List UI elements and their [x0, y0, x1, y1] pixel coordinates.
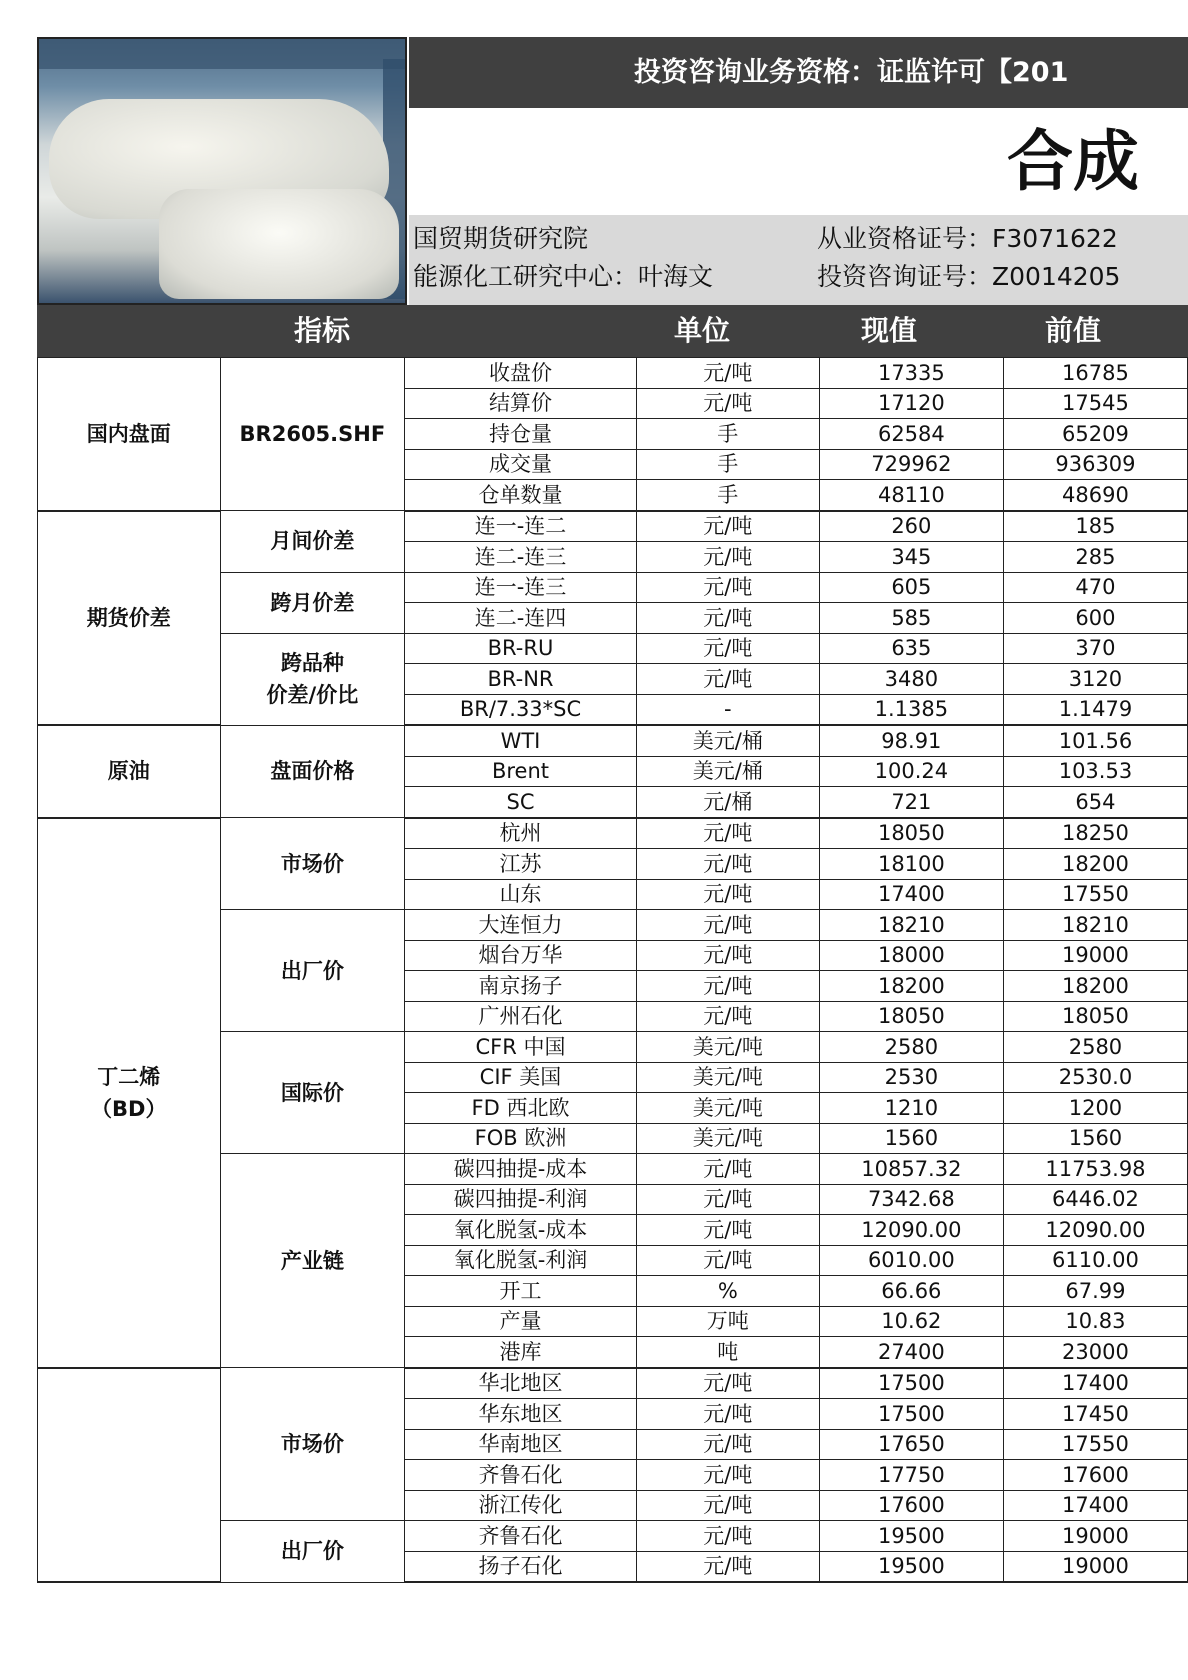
subgroup-label: 出厂价: [220, 1521, 405, 1583]
item-name: 山东: [405, 879, 637, 910]
group-label: 期货价差: [38, 511, 221, 726]
item-name: 连二-连四: [405, 603, 637, 634]
previous-value: 17450: [1003, 1399, 1187, 1430]
previous-value: 2580: [1003, 1032, 1187, 1063]
unit-cell: 元/吨: [636, 511, 819, 542]
table-row: [38, 818, 1188, 849]
current-value: 345: [819, 542, 1003, 573]
previous-value: 18050: [1003, 1001, 1187, 1032]
current-value: 19500: [819, 1551, 1003, 1582]
current-value: 17500: [819, 1368, 1003, 1399]
previous-value: 6446.02: [1003, 1184, 1187, 1215]
header-current: 现值: [860, 314, 917, 347]
unit-cell: 元/吨: [636, 1245, 819, 1276]
previous-value: 1560: [1003, 1123, 1187, 1154]
current-value: 10857.32: [819, 1154, 1003, 1185]
previous-value: 65209: [1003, 419, 1187, 450]
previous-value: 17600: [1003, 1460, 1187, 1491]
item-name: 连一-连三: [405, 572, 637, 603]
current-value: 17650: [819, 1429, 1003, 1460]
current-value: 2580: [819, 1032, 1003, 1063]
previous-value: 16785: [1003, 358, 1187, 389]
research-center: 能源化工研究中心：叶海文: [413, 262, 714, 291]
previous-value: 936309: [1003, 449, 1187, 480]
previous-value: 3120: [1003, 664, 1187, 695]
unit-cell: 元/吨: [636, 388, 819, 419]
item-name: 收盘价: [405, 358, 637, 389]
unit-cell: -: [636, 694, 819, 725]
item-name: 华北地区: [405, 1368, 637, 1399]
subgroup-label: 国际价: [220, 1032, 405, 1154]
current-value: 18000: [819, 940, 1003, 971]
unit-cell: 万吨: [636, 1306, 819, 1337]
group-label: 丁二烯 （BD）: [38, 818, 221, 1368]
previous-value: 48690: [1003, 480, 1187, 511]
item-name: 江苏: [405, 849, 637, 880]
item-name: 结算价: [405, 388, 637, 419]
item-name: 成交量: [405, 449, 637, 480]
previous-value: 10.83: [1003, 1306, 1187, 1337]
page-title: 合成: [1007, 123, 1139, 200]
advisory-cert: 投资咨询证号：Z0014205: [817, 262, 1121, 291]
unit-cell: 元/吨: [636, 1521, 819, 1552]
unit-cell: 元/吨: [636, 849, 819, 880]
previous-value: 600: [1003, 603, 1187, 634]
previous-value: 654: [1003, 787, 1187, 818]
current-value: 18210: [819, 910, 1003, 941]
item-name: 浙江传化: [405, 1490, 637, 1521]
item-name: 齐鲁石化: [405, 1521, 637, 1552]
item-name: CIF 美国: [405, 1062, 637, 1093]
table-row: [38, 358, 1188, 389]
unit-cell: 元/吨: [636, 1154, 819, 1185]
current-value: 18050: [819, 1001, 1003, 1032]
unit-cell: 元/吨: [636, 633, 819, 664]
previous-value: 17545: [1003, 388, 1187, 419]
unit-cell: 美元/吨: [636, 1032, 819, 1063]
current-value: 585: [819, 603, 1003, 634]
previous-value: 17550: [1003, 879, 1187, 910]
item-name: 大连恒力: [405, 910, 637, 941]
item-name: 齐鲁石化: [405, 1460, 637, 1491]
unit-cell: 元/吨: [636, 910, 819, 941]
current-value: 18200: [819, 971, 1003, 1002]
subgroup-label: 盘面价格: [220, 725, 405, 818]
item-name: 氧化脱氢-成本: [405, 1215, 637, 1246]
item-name: BR-NR: [405, 664, 637, 695]
group-label: [38, 1368, 221, 1583]
previous-value: 67.99: [1003, 1276, 1187, 1307]
previous-value: 370: [1003, 633, 1187, 664]
previous-value: 19000: [1003, 1551, 1187, 1582]
current-value: 17750: [819, 1460, 1003, 1491]
item-name: 华南地区: [405, 1429, 637, 1460]
previous-value: 1.1479: [1003, 694, 1187, 725]
current-value: 18050: [819, 818, 1003, 849]
previous-value: 23000: [1003, 1337, 1187, 1368]
previous-value: 185: [1003, 511, 1187, 542]
unit-cell: 元/吨: [636, 358, 819, 389]
author-info: [409, 215, 1188, 305]
group-label: 国内盘面: [38, 358, 221, 511]
current-value: 2530: [819, 1062, 1003, 1093]
current-value: 48110: [819, 480, 1003, 511]
subgroup-label: 出厂价: [220, 910, 405, 1032]
unit-cell: 元/吨: [636, 1399, 819, 1430]
previous-value: 18250: [1003, 818, 1187, 849]
current-value: 19500: [819, 1521, 1003, 1552]
previous-value: 17400: [1003, 1368, 1187, 1399]
unit-cell: 元/吨: [636, 603, 819, 634]
unit-cell: 美元/吨: [636, 1062, 819, 1093]
previous-value: 103.53: [1003, 756, 1187, 787]
item-name: 氧化脱氢-利润: [405, 1245, 637, 1276]
header-unit: 单位: [673, 314, 730, 347]
subgroup-label: 市场价: [220, 818, 405, 910]
current-value: 6010.00: [819, 1245, 1003, 1276]
current-value: 17120: [819, 388, 1003, 419]
previous-value: 19000: [1003, 940, 1187, 971]
unit-cell: 元/吨: [636, 1184, 819, 1215]
header-indicator: 指标: [293, 314, 350, 347]
current-value: 260: [819, 511, 1003, 542]
current-value: 12090.00: [819, 1215, 1003, 1246]
unit-cell: 元/吨: [636, 940, 819, 971]
unit-cell: 元/吨: [636, 664, 819, 695]
item-name: 港库: [405, 1337, 637, 1368]
previous-value: 18210: [1003, 910, 1187, 941]
current-value: 10.62: [819, 1306, 1003, 1337]
item-name: 连一-连二: [405, 511, 637, 542]
previous-value: 1200: [1003, 1093, 1187, 1124]
item-name: 连二-连三: [405, 542, 637, 573]
item-name: 广州石化: [405, 1001, 637, 1032]
subgroup-label: 月间价差: [220, 511, 405, 573]
item-name: 碳四抽提-成本: [405, 1154, 637, 1185]
table-row: [38, 511, 1188, 542]
data-table-body: [38, 358, 1188, 1583]
unit-cell: 吨: [636, 1337, 819, 1368]
unit-cell: 元/吨: [636, 572, 819, 603]
unit-cell: 元/吨: [636, 1001, 819, 1032]
unit-cell: 元/吨: [636, 1429, 819, 1460]
current-value: 17600: [819, 1490, 1003, 1521]
previous-value: 17550: [1003, 1429, 1187, 1460]
item-name: BR-RU: [405, 633, 637, 664]
photo-background: [39, 39, 407, 69]
unit-cell: %: [636, 1276, 819, 1307]
subgroup-label: 市场价: [220, 1368, 405, 1521]
current-value: 18100: [819, 849, 1003, 880]
current-value: 17400: [819, 879, 1003, 910]
previous-value: 101.56: [1003, 725, 1187, 756]
previous-value: 12090.00: [1003, 1215, 1187, 1246]
unit-cell: 美元/桶: [636, 725, 819, 756]
unit-cell: 元/吨: [636, 1368, 819, 1399]
table-row: [38, 725, 1188, 756]
item-name: 碳四抽提-利润: [405, 1184, 637, 1215]
item-name: CFR 中国: [405, 1032, 637, 1063]
previous-value: 19000: [1003, 1521, 1187, 1552]
rubber-bale-image-2: [159, 189, 399, 299]
previous-value: 470: [1003, 572, 1187, 603]
subgroup-label: 跨月价差: [220, 572, 405, 633]
current-value: 62584: [819, 419, 1003, 450]
item-name: 开工: [405, 1276, 637, 1307]
subgroup-label: BR2605.SHF: [220, 358, 405, 511]
item-name: 持仓量: [405, 419, 637, 450]
product-photo: [37, 37, 407, 305]
unit-cell: 元/吨: [636, 1215, 819, 1246]
previous-value: 2530.0: [1003, 1062, 1187, 1093]
item-name: 产量: [405, 1306, 637, 1337]
unit-cell: 元/吨: [636, 1490, 819, 1521]
current-value: 3480: [819, 664, 1003, 695]
unit-cell: 元/吨: [636, 879, 819, 910]
table-row: [38, 1368, 1188, 1399]
item-name: WTI: [405, 725, 637, 756]
current-value: 17500: [819, 1399, 1003, 1430]
current-value: 1560: [819, 1123, 1003, 1154]
previous-value: 18200: [1003, 971, 1187, 1002]
subgroup-label: 产业链: [220, 1154, 405, 1368]
item-name: 扬子石化: [405, 1551, 637, 1582]
unit-cell: 元/吨: [636, 542, 819, 573]
item-name: 烟台万华: [405, 940, 637, 971]
current-value: 98.91: [819, 725, 1003, 756]
title-box: [409, 108, 1188, 215]
item-name: FOB 欧洲: [405, 1123, 637, 1154]
license-banner: [409, 37, 1188, 108]
item-name: FD 西北欧: [405, 1093, 637, 1124]
unit-cell: 元/吨: [636, 971, 819, 1002]
current-value: 7342.68: [819, 1184, 1003, 1215]
item-name: 华东地区: [405, 1399, 637, 1430]
current-value: 721: [819, 787, 1003, 818]
previous-value: 11753.98: [1003, 1154, 1187, 1185]
current-value: 100.24: [819, 756, 1003, 787]
report-sheet: [37, 37, 1188, 1680]
item-name: SC: [405, 787, 637, 818]
unit-cell: 元/吨: [636, 818, 819, 849]
unit-cell: 美元/桶: [636, 756, 819, 787]
item-name: Brent: [405, 756, 637, 787]
item-name: 南京扬子: [405, 971, 637, 1002]
data-table: [37, 357, 1188, 1583]
item-name: 杭州: [405, 818, 637, 849]
unit-cell: 元/吨: [636, 1460, 819, 1491]
current-value: 66.66: [819, 1276, 1003, 1307]
previous-value: 18200: [1003, 849, 1187, 880]
item-name: 仓单数量: [405, 480, 637, 511]
previous-value: 17400: [1003, 1490, 1187, 1521]
header-previous: 前值: [1044, 314, 1101, 347]
current-value: 729962: [819, 449, 1003, 480]
previous-value: 6110.00: [1003, 1245, 1187, 1276]
unit-cell: 手: [636, 480, 819, 511]
item-name: BR/7.33*SC: [405, 694, 637, 725]
current-value: 17335: [819, 358, 1003, 389]
unit-cell: 美元/吨: [636, 1093, 819, 1124]
unit-cell: 手: [636, 449, 819, 480]
qualification-cert: 从业资格证号：F3071622: [817, 224, 1118, 253]
unit-cell: 元/吨: [636, 1551, 819, 1582]
current-value: 1.1385: [819, 694, 1003, 725]
current-value: 27400: [819, 1337, 1003, 1368]
current-value: 1210: [819, 1093, 1003, 1124]
previous-value: 285: [1003, 542, 1187, 573]
unit-cell: 元/桶: [636, 787, 819, 818]
group-label: 原油: [38, 725, 221, 818]
table-header: [37, 305, 1188, 357]
unit-cell: 美元/吨: [636, 1123, 819, 1154]
org-name: 国贸期货研究院: [413, 224, 589, 253]
subgroup-label: 跨品种 价差/价比: [220, 633, 405, 725]
unit-cell: 手: [636, 419, 819, 450]
license-text: 投资咨询业务资格：证监许可【201: [634, 57, 1069, 88]
current-value: 635: [819, 633, 1003, 664]
current-value: 605: [819, 572, 1003, 603]
